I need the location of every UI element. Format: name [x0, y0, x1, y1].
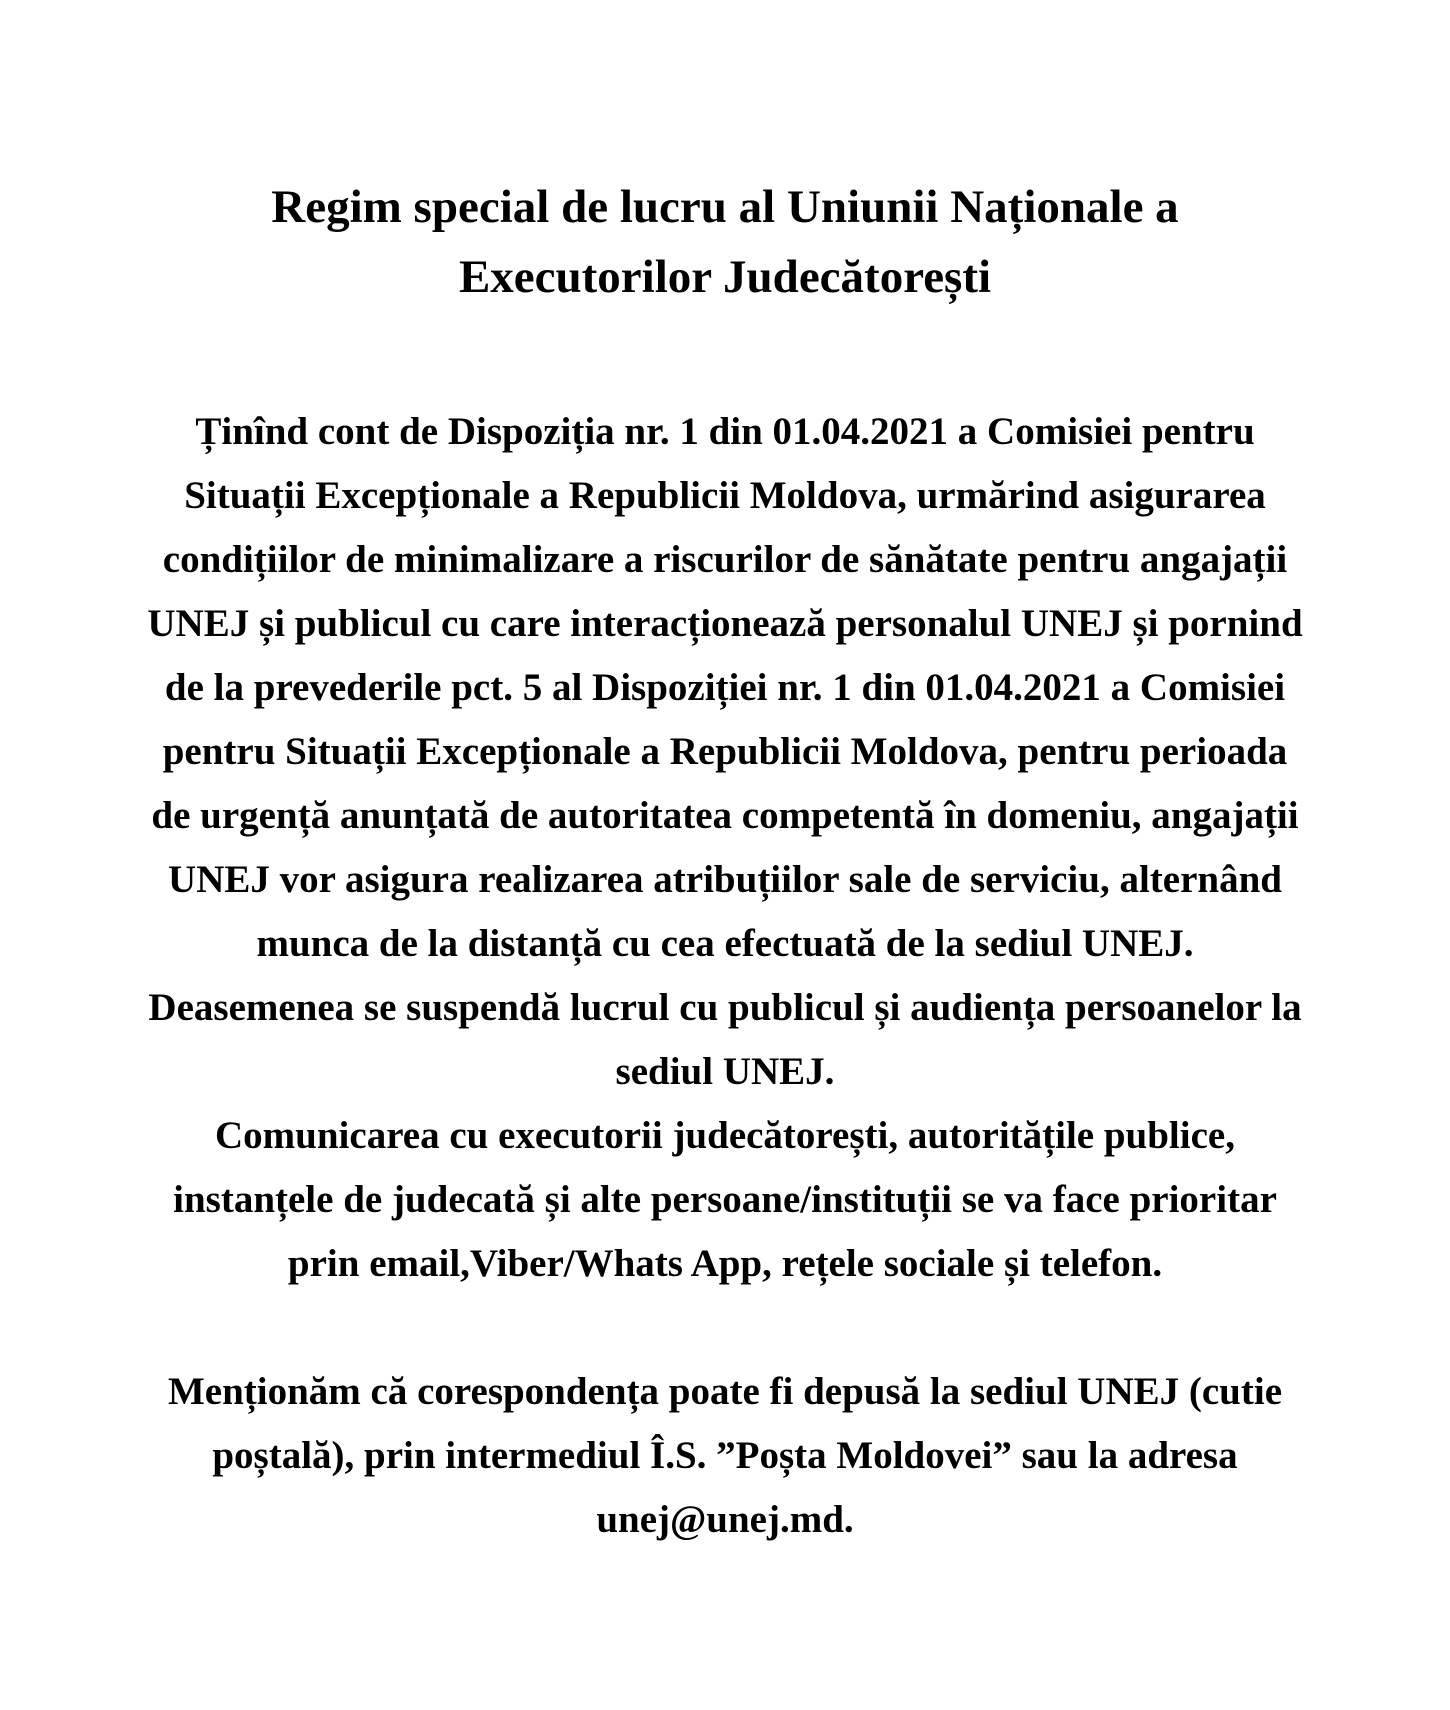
body-line: condițiilor de minimalizare a riscurilor de sănătate pentru angajații: [162, 538, 1288, 581]
body-line: Comunicarea cu executorii judecătorești, autoritățile publice,: [215, 1114, 1235, 1157]
closing-line: Menționăm că corespondența poate fi depusă la sediul UNEJ (cutie: [167, 1370, 1283, 1413]
body-line: munca de la distanță cu cea efectuată de la sediul UNEJ.: [256, 922, 1194, 965]
closing-line: unej@unej.md.: [596, 1498, 854, 1541]
closing-line: poștală), prin intermediul Î.S. ”Poșta Moldovei” sau la adresa: [212, 1434, 1238, 1477]
body-line: de urgență anunțată de autoritatea competentă în domeniu, angajații: [151, 794, 1299, 837]
body-line: instanțele de judecată și alte persoane/instituții se va face prioritar: [173, 1178, 1277, 1221]
announcement-body: [40, 400, 1410, 1296]
body-line: pentru Situații Excepționale a Republicii Moldova, pentru perioada: [162, 730, 1288, 773]
title-line: Regim special de lucru al Uniunii Naționale a: [271, 181, 1179, 233]
body-line: prin email,Viber/Whats App, rețele sociale și telefon.: [287, 1242, 1163, 1285]
closing-paragraph: [40, 1360, 1410, 1552]
body-line: Situații Excepționale a Republicii Moldova, urmărind asigurarea: [184, 474, 1266, 517]
body-line: Ținînd cont de Dispoziția nr. 1 din 01.04.2021 a Comisiei pentru: [195, 410, 1255, 453]
document-title: [40, 172, 1410, 312]
body-line: UNEJ vor asigura realizarea atribuțiilor sale de serviciu, alternând: [168, 858, 1282, 901]
body-line: de la prevederile pct. 5 al Dispoziției nr. 1 din 01.04.2021 a Comisiei: [164, 666, 1286, 709]
title-line: Executorilor Judecătorești: [458, 251, 992, 303]
body-line: Deasemenea se suspendă lucrul cu publicul și audiența persoanelor la: [148, 986, 1302, 1029]
body-line: UNEJ și publicul cu care interacționează personalul UNEJ și pornind: [147, 602, 1303, 645]
body-line: sediul UNEJ.: [615, 1050, 835, 1093]
